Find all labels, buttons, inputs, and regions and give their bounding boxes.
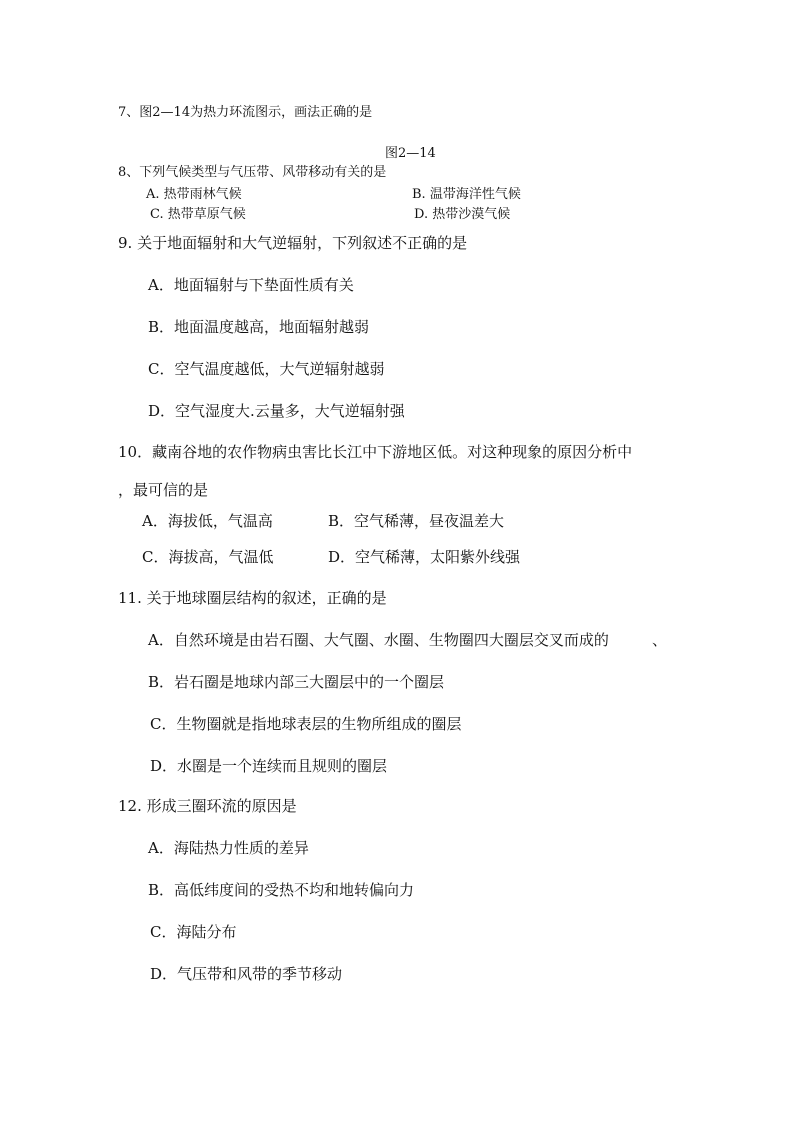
q9-option-d: D．空气湿度大.云量多，大气逆辐射强 xyxy=(148,402,405,420)
q10-option-b: B．空气稀薄，昼夜温差大 xyxy=(328,512,505,530)
q12-option-d: D．气压带和风带的季节移动 xyxy=(150,965,343,983)
q12-option-a: A．海陆热力性质的差异 xyxy=(148,839,309,857)
q11-option-a-trail: 、 xyxy=(652,631,668,649)
q10-stem-line2: ，最可信的是 xyxy=(118,481,209,499)
q8-option-b: B. 温带海洋性气候 xyxy=(412,187,521,202)
q9-option-a: A．地面辐射与下垫面性质有关 xyxy=(148,276,354,294)
q9-option-c: C．空气温度越低，大气逆辐射越弱 xyxy=(148,360,385,378)
q11-option-b: B．岩石圈是地球内部三大圈层中的一个圈层 xyxy=(148,673,445,691)
q9-option-b: B．地面温度越高，地面辐射越弱 xyxy=(148,318,370,336)
figure-caption: 图2—14 xyxy=(385,146,436,161)
q11-stem: 11. 关于地球圈层结构的叙述，正确的是 xyxy=(118,589,387,607)
q9-stem: 9. 关于地面辐射和大气逆辐射，下列叙述不正确的是 xyxy=(118,234,468,252)
q12-option-c: C．海陆分布 xyxy=(150,923,237,941)
q8-stem: 8、下列气候类型与气压带、风带移动有关的是 xyxy=(118,165,387,180)
q11-option-c: C．生物圈就是指地球表层的生物所组成的圈层 xyxy=(150,715,462,733)
q10-option-a: A．海拔低，气温高 xyxy=(142,512,273,530)
q8-option-a: A. 热带雨林气候 xyxy=(146,187,242,202)
q8-option-c: C. 热带草原气候 xyxy=(150,207,246,222)
q8-option-d: D. 热带沙漠气候 xyxy=(414,207,511,222)
q11-option-a: A．自然环境是由岩石圈、大气圈、水圈、生物圈四大圈层交叉而成的 xyxy=(148,631,609,649)
q7-stem: 7、图2—14为热力环流图示，画法正确的是 xyxy=(118,105,373,120)
q11-option-d: D．水圈是一个连续而且规则的圈层 xyxy=(150,757,388,775)
q12-stem: 12. 形成三圈环流的原因是 xyxy=(118,797,297,815)
q10-option-d: D．空气稀薄，太阳紫外线强 xyxy=(328,548,521,566)
q10-stem-line1: 10．藏南谷地的农作物病虫害比长江中下游地区低。对这种现象的原因分析中 xyxy=(118,443,633,461)
q12-option-b: B．高低纬度间的受热不均和地转偏向力 xyxy=(148,881,415,899)
q10-option-c: C．海拔高，气温低 xyxy=(142,548,274,566)
